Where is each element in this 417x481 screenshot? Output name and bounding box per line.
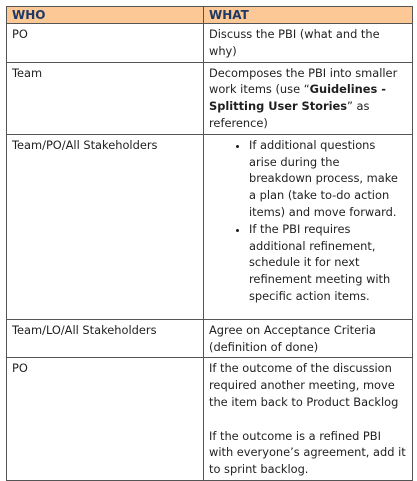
header-who: WHO <box>7 7 204 24</box>
cell-who: Team <box>7 62 204 134</box>
cell-paragraph: If the outcome of the discussion required another meeting, move the item back to Product Backlog <box>209 361 399 409</box>
header-what: WHAT <box>204 7 413 24</box>
cell-text: Decomposes the PBI into smaller work items (use “ <box>209 65 398 97</box>
cell-who: PO <box>7 358 204 481</box>
bullet-item: • If additional questions arise during the breakdown process, make a plan (take to-do action items) and move forward. <box>249 137 406 221</box>
cell-who: Team/PO/All Stakeholders <box>7 134 204 319</box>
paragraph-gap <box>209 411 406 428</box>
bullet-item: • If the PBI requires additional refinement, schedule it for next refinement meeting with specific action items. <box>249 221 406 305</box>
table-row <box>7 134 413 319</box>
cell-who: PO <box>7 24 204 63</box>
who-what-table <box>6 6 413 481</box>
bullet-list <box>209 137 406 305</box>
cell-who: Team/LO/All Stakeholders <box>7 319 204 358</box>
cell-text-bold: Guidelines - Splitting User Stories <box>209 82 386 114</box>
cell-what <box>204 134 413 319</box>
table-row <box>7 319 413 358</box>
cell-what: Discuss the PBI (what and the why) <box>204 24 413 63</box>
table-row <box>7 24 413 63</box>
cell-what <box>204 62 413 134</box>
table-row <box>7 358 413 481</box>
cell-what <box>204 358 413 481</box>
cell-what: Agree on Acceptance Criteria (definition of done) <box>204 319 413 358</box>
table-row <box>7 62 413 134</box>
table-header-row <box>7 7 413 24</box>
cell-paragraph: If the outcome is a refined PBI with everyone’s agreement, add it to sprint backlog. <box>209 428 406 477</box>
cell-text: ” as reference) <box>209 99 370 130</box>
